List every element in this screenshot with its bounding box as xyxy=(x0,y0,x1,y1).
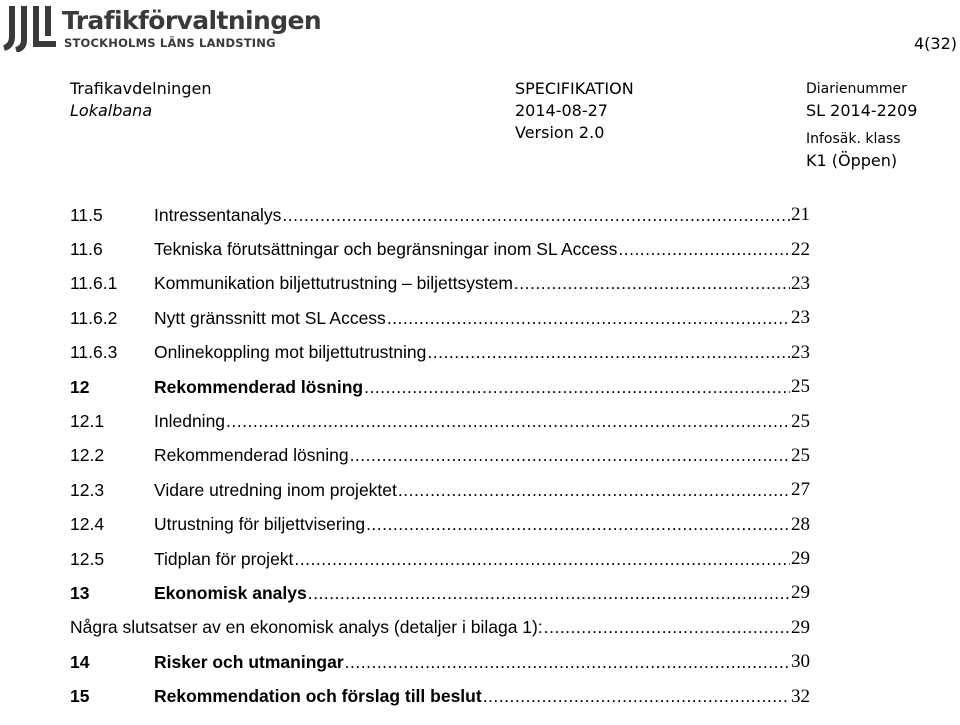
toc-entry[interactable] xyxy=(70,439,810,473)
toc-entry-number: 12.3 xyxy=(70,479,105,500)
toc-entry-number: 12.1 xyxy=(70,411,105,432)
toc-leader-dots xyxy=(350,445,790,466)
toc-entry-title: Rekommenderad lösning xyxy=(154,376,364,397)
toc-leader-dots xyxy=(398,480,790,501)
toc-entry-number: 12 xyxy=(70,376,90,397)
toc-entry[interactable] xyxy=(70,679,810,713)
toc-entry[interactable] xyxy=(70,336,810,370)
toc-entry-title: Kommunikation biljettutrustning – biljettsystem xyxy=(154,273,513,294)
document-type: SPECIFIKATION xyxy=(515,79,634,98)
toc-entry-title: Vidare utredning inom projektet xyxy=(154,479,397,500)
toc-entry-page: 23 xyxy=(791,341,810,363)
toc-entry-page: 22 xyxy=(791,238,810,260)
toc-leader-dots xyxy=(483,686,790,707)
toc-entry[interactable] xyxy=(70,542,810,576)
toc-entry-title: Tidplan för projekt xyxy=(154,548,294,569)
toc-entry-number: 11.6.2 xyxy=(70,307,118,328)
toc-leader-dots xyxy=(544,617,790,638)
toc-entry-page: 21 xyxy=(791,204,810,226)
toc-entry-page: 29 xyxy=(791,582,810,604)
table-of-contents xyxy=(70,198,810,714)
document-date: 2014-08-27 xyxy=(515,101,608,120)
toc-entry-page: 29 xyxy=(791,616,810,638)
toc-entry-page: 25 xyxy=(791,444,810,466)
toc-entry-page: 32 xyxy=(791,685,810,707)
toc-entry-title: Onlinekoppling mot biljettutrustning xyxy=(154,342,427,363)
unit: Lokalbana xyxy=(70,101,153,120)
diarienummer-label: Diarienummer xyxy=(806,81,907,97)
toc-leader-dots xyxy=(387,308,790,329)
toc-leader-dots xyxy=(618,239,790,260)
page-number: 4(32) xyxy=(913,34,957,53)
brand-subtitle: STOCKHOLMS LÄNS LANDSTING xyxy=(64,36,276,50)
toc-entry-number: 11.6.1 xyxy=(70,273,118,294)
toc-entry-number: 12.2 xyxy=(70,445,105,466)
toc-entry-page: 28 xyxy=(791,513,810,535)
toc-leader-dots xyxy=(308,583,790,604)
header-registry-block xyxy=(806,78,917,172)
toc-entry-page: 27 xyxy=(791,479,810,501)
toc-entry-title: Utrustning för biljettvisering xyxy=(154,514,366,535)
toc-entry[interactable] xyxy=(70,198,810,232)
toc-entry-page: 23 xyxy=(791,272,810,294)
toc-entry-title: Rekommendation och förslag till beslut xyxy=(154,686,482,707)
toc-entry-title: Tekniska förutsättningar och begränsningar inom SL Access xyxy=(154,239,618,260)
toc-entry[interactable] xyxy=(70,576,810,610)
toc-entry-page: 23 xyxy=(791,307,810,329)
sll-logo-mark-icon xyxy=(2,2,58,52)
infosak-value: K1 (Öppen) xyxy=(806,151,898,170)
toc-entry-title: Rekommenderad lösning xyxy=(154,445,349,466)
toc-entry[interactable] xyxy=(70,232,810,266)
toc-entry[interactable] xyxy=(70,473,810,507)
toc-entry[interactable] xyxy=(70,370,810,404)
toc-entry-number: 13 xyxy=(70,582,90,603)
toc-leader-dots xyxy=(345,652,790,673)
toc-entry[interactable] xyxy=(70,645,810,679)
header-document-block xyxy=(515,78,634,144)
diarienummer-value: SL 2014-2209 xyxy=(806,101,918,120)
toc-entry-number: 14 xyxy=(70,651,90,672)
toc-entry[interactable] xyxy=(70,611,810,645)
brand-logo xyxy=(2,2,322,54)
toc-entry[interactable] xyxy=(70,301,810,335)
toc-entry-title: Några slutsatser av en ekonomisk analys (detaljer i bilaga 1): xyxy=(70,617,543,638)
toc-entry-number: 15 xyxy=(70,686,90,707)
header-department-block xyxy=(70,78,211,122)
toc-leader-dots xyxy=(514,273,790,294)
toc-entry-page: 29 xyxy=(791,548,810,570)
department: Trafikavdelningen xyxy=(70,79,212,98)
toc-entry-title: Risker och utmaningar xyxy=(154,651,344,672)
toc-entry-title: Ekonomisk analys xyxy=(154,582,307,603)
toc-entry[interactable] xyxy=(70,404,810,438)
toc-leader-dots xyxy=(366,514,790,535)
toc-entry-number: 12.4 xyxy=(70,514,105,535)
toc-entry[interactable] xyxy=(70,267,810,301)
toc-entry-page: 30 xyxy=(791,651,810,673)
toc-entry-number: 11.6 xyxy=(70,239,103,260)
brand-name: Trafikförvaltningen xyxy=(62,6,322,35)
infosak-label: Infosäk. klass xyxy=(806,131,901,147)
toc-entry-title: Intressentanalys xyxy=(154,204,282,225)
toc-entry-title: Nytt gränssnitt mot SL Access xyxy=(154,307,386,328)
toc-leader-dots xyxy=(226,411,790,432)
toc-entry-page: 25 xyxy=(791,410,810,432)
toc-entry-page: 25 xyxy=(791,376,810,398)
toc-leader-dots xyxy=(282,205,790,226)
toc-leader-dots xyxy=(427,342,790,363)
toc-entry-title: Inledning xyxy=(154,411,226,432)
toc-entry-number: 11.5 xyxy=(70,204,103,225)
toc-leader-dots xyxy=(364,377,790,398)
toc-entry-number: 11.6.3 xyxy=(70,342,118,363)
toc-entry-number: 12.5 xyxy=(70,548,105,569)
document-version: Version 2.0 xyxy=(515,123,605,142)
toc-leader-dots xyxy=(294,549,790,570)
toc-entry[interactable] xyxy=(70,508,810,542)
